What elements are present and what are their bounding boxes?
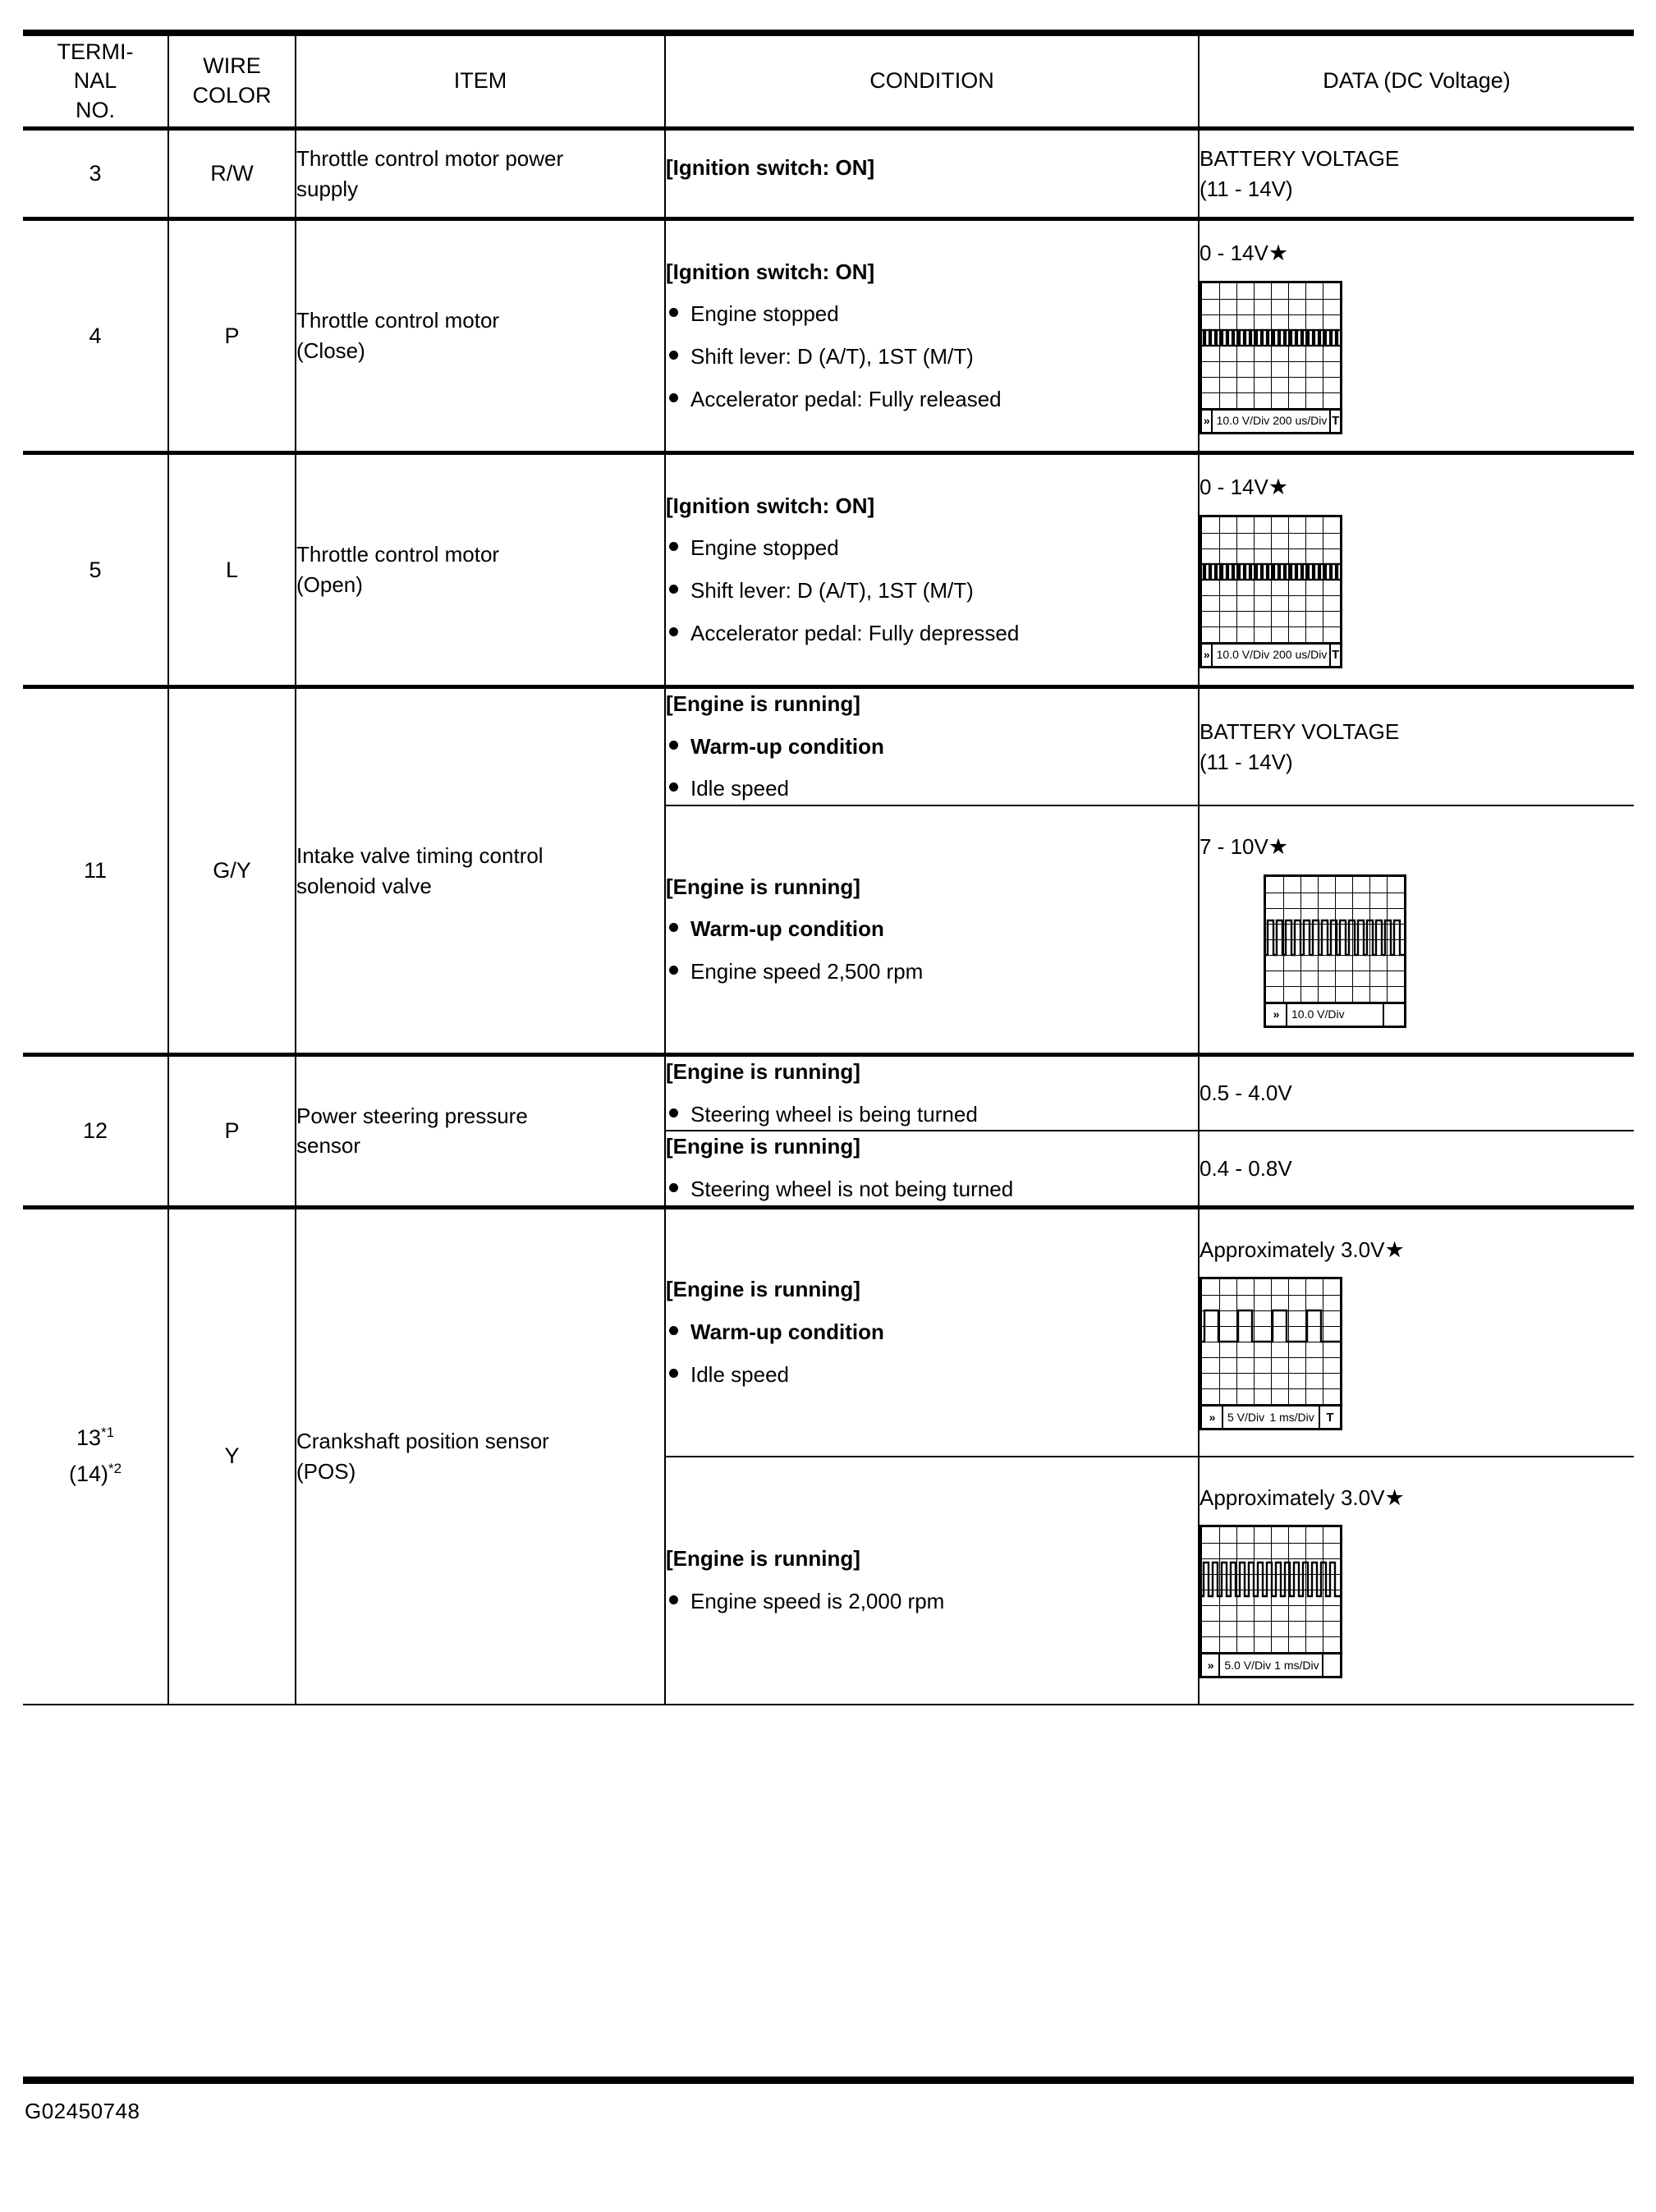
scope-volts-per-div: 10.0 V/Div: [1291, 1007, 1345, 1021]
scope-menu-icon[interactable]: »: [1202, 1654, 1220, 1676]
cell-data: [1199, 805, 1634, 1055]
item-line-2: (POS): [296, 1458, 356, 1484]
cell-terminal-no: 12: [23, 1055, 168, 1208]
condition-bullet-list: [666, 732, 1198, 805]
star-icon: ★: [1384, 1485, 1405, 1511]
item-line-2: solenoid valve: [296, 873, 432, 898]
item-line-1: Throttle control motor: [296, 542, 500, 567]
table-row-terminal-3: [23, 129, 1634, 219]
cell-data: [1199, 1207, 1634, 1457]
item-line-2: sensor: [296, 1133, 361, 1159]
cell-terminal-no: 5: [23, 453, 168, 687]
scope-trace: [1202, 283, 1340, 408]
cell-condition: [665, 1207, 1199, 1457]
scope-time-per-div: 1 ms/Div: [1274, 1658, 1319, 1672]
cell-condition: [665, 1131, 1199, 1207]
cell-wire-color: P: [168, 1055, 296, 1208]
condition-bullet-list: [666, 1174, 1198, 1205]
terminal-number: 13: [76, 1425, 101, 1451]
condition-bullet-list: [666, 533, 1198, 649]
condition-bullet: Accelerator pedal: Fully depressed: [666, 618, 1198, 649]
condition-bullet-list: [666, 299, 1198, 415]
item-line-2: supply: [296, 176, 359, 201]
data-value-text: Approximately 3.0V: [1200, 1237, 1385, 1263]
scope-menu-icon[interactable]: »: [1266, 1004, 1287, 1026]
condition-bullet: Idle speed: [666, 773, 1198, 805]
cell-wire-color: P: [168, 219, 296, 453]
cell-condition: [665, 687, 1199, 806]
condition-bullet: Engine stopped: [666, 533, 1198, 564]
cell-terminal-no: 3: [23, 129, 168, 219]
terminal-number-alt: (14): [68, 1461, 108, 1486]
cell-wire-color: G/Y: [168, 687, 296, 1055]
table-row-terminal-5: [23, 453, 1634, 687]
scope-time-per-div: 200 us/Div: [1273, 647, 1328, 661]
scope-grid: [1202, 1527, 1340, 1652]
condition-bullet: Engine stopped: [666, 299, 1198, 330]
condition-heading: [Engine is running]: [666, 1277, 860, 1302]
scope-time-per-div: 1 ms/Div: [1269, 1410, 1314, 1424]
cell-condition: [665, 1055, 1199, 1131]
column-header-condition: CONDITION: [665, 35, 1199, 129]
cell-condition: [665, 453, 1199, 687]
column-header-wire-color: [168, 35, 296, 129]
cell-item: [296, 129, 665, 219]
data-value-text: 0 - 14V: [1200, 241, 1268, 266]
header-line-3: NO.: [75, 97, 115, 122]
condition-bullet: Warm-up condition: [666, 732, 1198, 763]
item-line-1: Crankshaft position sensor: [296, 1428, 549, 1453]
oscilloscope: [1200, 1277, 1342, 1430]
cell-item: [296, 1055, 665, 1208]
data-value: [1200, 1234, 1634, 1265]
ecm-terminal-voltage-table: [23, 34, 1634, 1705]
header-line-2: COLOR: [192, 83, 272, 108]
condition-heading: [Engine is running]: [666, 691, 860, 716]
condition-bullet: Engine speed is 2,000 rpm: [666, 1586, 1198, 1618]
terminal-no-lines: [23, 1420, 167, 1492]
scope-trigger-icon: [1322, 1654, 1340, 1676]
oscilloscope-figure: [1200, 1525, 1634, 1678]
data-value: [1200, 237, 1634, 268]
star-icon: ★: [1268, 475, 1289, 500]
oscilloscope-figure: [1200, 1277, 1634, 1430]
condition-heading: [Engine is running]: [666, 874, 860, 899]
condition-heading: [Engine is running]: [666, 1134, 860, 1159]
oscilloscope-figure: [1200, 281, 1634, 434]
cell-data: [1199, 129, 1634, 219]
condition-heading: [Ignition switch: ON]: [666, 259, 875, 284]
cell-data: [1199, 687, 1634, 806]
scope-trace: [1266, 877, 1404, 1002]
condition-bullet-list: [666, 914, 1198, 987]
condition-bullet-list: [666, 1099, 1198, 1131]
cell-condition: [665, 219, 1199, 453]
table-row-terminal-13-a: [23, 1207, 1634, 1457]
data-value: [1200, 471, 1634, 503]
condition-bullet: Shift lever: D (A/T), 1ST (M/T): [666, 342, 1198, 373]
condition-bullet: Steering wheel is being turned: [666, 1099, 1198, 1131]
cell-data: 0.5 - 4.0V: [1199, 1055, 1634, 1131]
scope-menu-icon[interactable]: »: [1202, 1407, 1223, 1428]
scope-time-per-div: 200 us/Div: [1273, 413, 1328, 427]
oscilloscope: [1264, 874, 1406, 1028]
cell-condition: [665, 805, 1199, 1055]
data-line-1: BATTERY VOLTAGE: [1200, 718, 1400, 744]
cell-item: [296, 687, 665, 1055]
condition-bullet: Accelerator pedal: Fully released: [666, 384, 1198, 415]
table-row-terminal-4: [23, 219, 1634, 453]
terminal-footnote-1: *1: [100, 1425, 115, 1441]
cell-item: [296, 1207, 665, 1705]
item-line-2: (Close): [296, 338, 365, 363]
scope-trigger-icon: T: [1329, 411, 1340, 432]
condition-bullet: Warm-up condition: [666, 1317, 1198, 1348]
column-header-data: DATA (DC Voltage): [1199, 35, 1634, 129]
table-bottom-rule: [23, 2077, 1634, 2084]
item-line-1: Power steering pressure: [296, 1103, 528, 1128]
item-line-1: Throttle control motor power: [296, 145, 564, 171]
scope-footer: [1202, 1404, 1340, 1428]
data-line-2: (11 - 14V): [1200, 176, 1293, 201]
scope-grid: [1202, 283, 1340, 408]
scope-volts-per-div: 5.0 V/Div: [1224, 1658, 1272, 1672]
column-header-terminal-no: [23, 35, 168, 129]
condition-heading: [Engine is running]: [666, 1546, 860, 1572]
scope-trace: [1202, 1279, 1340, 1404]
oscilloscope: [1200, 281, 1342, 434]
column-header-item: ITEM: [296, 35, 665, 129]
scope-footer: [1202, 408, 1340, 432]
cell-terminal-no: 4: [23, 219, 168, 453]
figure-code: G02450748: [25, 2099, 140, 2123]
condition-bullet: Warm-up condition: [666, 914, 1198, 945]
header-line-2: NAL: [73, 68, 117, 94]
oscilloscope: [1200, 515, 1342, 668]
scope-time-per-div: [1348, 1004, 1383, 1026]
scope-volts-per-div: 10.0 V/Div: [1216, 647, 1270, 661]
condition-bullet-list: [666, 1317, 1198, 1390]
condition-bullet: Steering wheel is not being turned: [666, 1174, 1198, 1205]
item-line-2: (Open): [296, 572, 363, 597]
condition-heading: [Ignition switch: ON]: [666, 493, 875, 518]
item-line-1: Intake valve timing control: [296, 842, 544, 868]
condition-bullet: Idle speed: [666, 1360, 1198, 1391]
cell-data: [1199, 219, 1634, 453]
scope-grid: [1202, 517, 1340, 642]
star-icon: ★: [1384, 1237, 1405, 1263]
cell-wire-color: L: [168, 453, 296, 687]
terminal-footnote-2: *2: [108, 1460, 122, 1476]
terminal-primary: [23, 1420, 167, 1457]
cell-terminal-no: 11: [23, 687, 168, 1055]
condition-heading: [Ignition switch: ON]: [666, 154, 875, 180]
condition-bullet: Shift lever: D (A/T), 1ST (M/T): [666, 576, 1198, 607]
oscilloscope-figure: [1264, 874, 1634, 1028]
header-line-1: TERMI-: [57, 39, 134, 64]
cell-item: [296, 219, 665, 453]
scope-trace: [1202, 1527, 1340, 1652]
scope-footer: [1202, 642, 1340, 666]
header-line-1: WIRE: [203, 53, 261, 79]
scope-trigger-icon: T: [1319, 1407, 1340, 1428]
cell-condition: [665, 129, 1199, 219]
data-value: [1200, 1482, 1634, 1513]
cell-data: 0.4 - 0.8V: [1199, 1131, 1634, 1207]
scope-volts-per-div: 5 V/Div: [1227, 1410, 1265, 1424]
scope-trace: [1202, 517, 1340, 642]
data-value-text: 7 - 10V: [1200, 834, 1268, 860]
scope-menu-icon[interactable]: »: [1202, 411, 1213, 432]
scope-trigger-icon: [1383, 1004, 1404, 1026]
scope-trigger-icon: T: [1329, 645, 1340, 666]
condition-bullet-list: [666, 1586, 1198, 1618]
data-value-text: 0 - 14V: [1200, 475, 1268, 500]
data-line-2: (11 - 14V): [1200, 749, 1293, 774]
table-row-terminal-11-a: [23, 687, 1634, 806]
table-header-row: [23, 35, 1634, 129]
data-line-1: BATTERY VOLTAGE: [1200, 145, 1400, 171]
cell-item: [296, 453, 665, 687]
scope-grid: [1202, 1279, 1340, 1404]
scope-grid: [1266, 877, 1404, 1002]
cell-wire-color: R/W: [168, 129, 296, 219]
condition-bullet: Engine speed 2,500 rpm: [666, 957, 1198, 988]
cell-data: [1199, 453, 1634, 687]
condition-heading: [Engine is running]: [666, 1059, 860, 1085]
cell-condition: [665, 1457, 1199, 1705]
table-row-terminal-12-a: [23, 1055, 1634, 1131]
oscilloscope-figure: [1200, 515, 1634, 668]
cell-terminal-no: [23, 1207, 168, 1705]
scope-volts-per-div: 10.0 V/Div: [1216, 413, 1270, 427]
star-icon: ★: [1268, 834, 1289, 860]
scope-footer: [1202, 1652, 1340, 1676]
oscilloscope: [1200, 1525, 1342, 1678]
data-value-text: Approximately 3.0V: [1200, 1485, 1385, 1511]
star-icon: ★: [1268, 241, 1289, 266]
data-value: [1200, 831, 1634, 862]
cell-wire-color: Y: [168, 1207, 296, 1705]
scope-footer: [1266, 1002, 1404, 1026]
scope-menu-icon[interactable]: »: [1202, 645, 1213, 666]
cell-data: [1199, 1457, 1634, 1705]
terminal-alternate: [23, 1457, 167, 1493]
item-line-1: Throttle control motor: [296, 308, 500, 333]
